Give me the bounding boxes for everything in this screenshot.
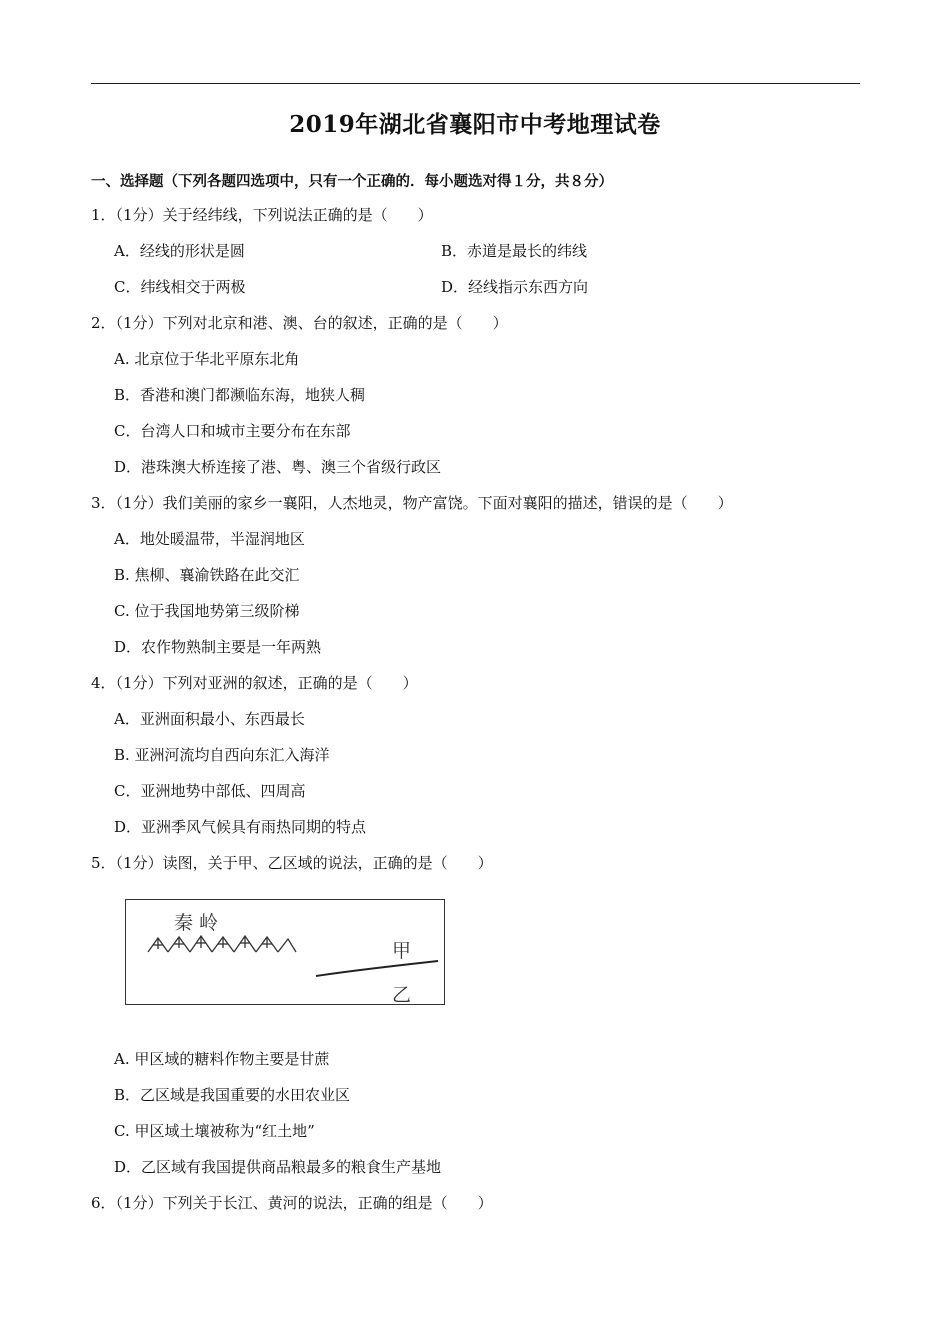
question-3-option-d: D．农作物熟制主要是一年两熟 (114, 638, 322, 656)
question-1-option-d: D．经线指示东西方向 (441, 278, 589, 296)
question-4-option-a: A．亚洲面积最小、东西最长 (114, 710, 305, 728)
mountain-range-symbol (148, 936, 296, 952)
section-heading: 一、选择题（下列各题四选项中，只有一个正确的．每小题选对得１分，共８分） (91, 173, 613, 190)
region-yi-label: 乙 (392, 984, 412, 1006)
question-3-option-a: A．地处暖温带，半湿润地区 (114, 530, 305, 548)
boundary-line (316, 961, 438, 976)
header-rule (91, 83, 860, 84)
question-4-stem: 4．（1分）下列对亚洲的叙述，正确的是（ ） (91, 674, 418, 692)
question-4-option-b: B. 亚洲河流均自西向东汇入海洋 (114, 746, 330, 764)
question-2-option-b: B．香港和澳门都濒临东海，地狭人稠 (114, 386, 366, 404)
question-2-stem: 2．（1分）下列对北京和港、澳、台的叙述，正确的是（ ） (91, 314, 508, 332)
question-5-stem: 5．（1分）读图，关于甲、乙区域的说法，正确的是（ ） (91, 854, 493, 872)
question-6-stem: 6．（1分）下列关于长江、黄河的说法，正确的组是（ ） (91, 1194, 493, 1212)
question-5-option-d: D．乙区域有我国提供商品粮最多的粮食生产基地 (114, 1158, 442, 1176)
question-2-option-a: A. 北京位于华北平原东北角 (114, 350, 300, 368)
question-1-option-b: B．赤道是最长的纬线 (441, 242, 588, 260)
question-5-option-c: C. 甲区域土壤被称为“红土地” (114, 1122, 315, 1140)
question-2-option-d: D．港珠澳大桥连接了港、粤、澳三个省级行政区 (114, 458, 442, 476)
question-2-option-c: C．台湾人口和城市主要分布在东部 (114, 422, 351, 440)
qinling-label: 秦 岭 (174, 912, 219, 934)
qinling-map-figure (125, 899, 445, 1005)
region-jia-label: 甲 (392, 940, 412, 962)
question-3-stem: 3．（1分）我们美丽的家乡一襄阳，人杰地灵，物产富饶。下面对襄阳的描述，错误的是（ ） (91, 494, 733, 512)
question-3-option-b: B. 焦柳、襄渝铁路在此交汇 (114, 566, 300, 584)
question-1-option-c: C．纬线相交于两极 (114, 278, 246, 296)
page-title: 2019年湖北省襄阳市中考地理试卷 (289, 111, 661, 138)
question-4-option-c: C．亚洲地势中部低、四周高 (114, 782, 306, 800)
question-1-stem: 1．（1分）关于经纬线，下列说法正确的是（ ） (91, 206, 433, 224)
question-4-option-d: D．亚洲季风气候具有雨热同期的特点 (114, 818, 367, 836)
question-5-option-a: A. 甲区域的糖料作物主要是甘蔗 (114, 1050, 330, 1068)
question-5-option-b: B．乙区域是我国重要的水田农业区 (114, 1086, 351, 1104)
question-1-option-a: A．经线的形状是圆 (114, 242, 245, 260)
question-3-option-c: C. 位于我国地势第三级阶梯 (114, 602, 300, 620)
